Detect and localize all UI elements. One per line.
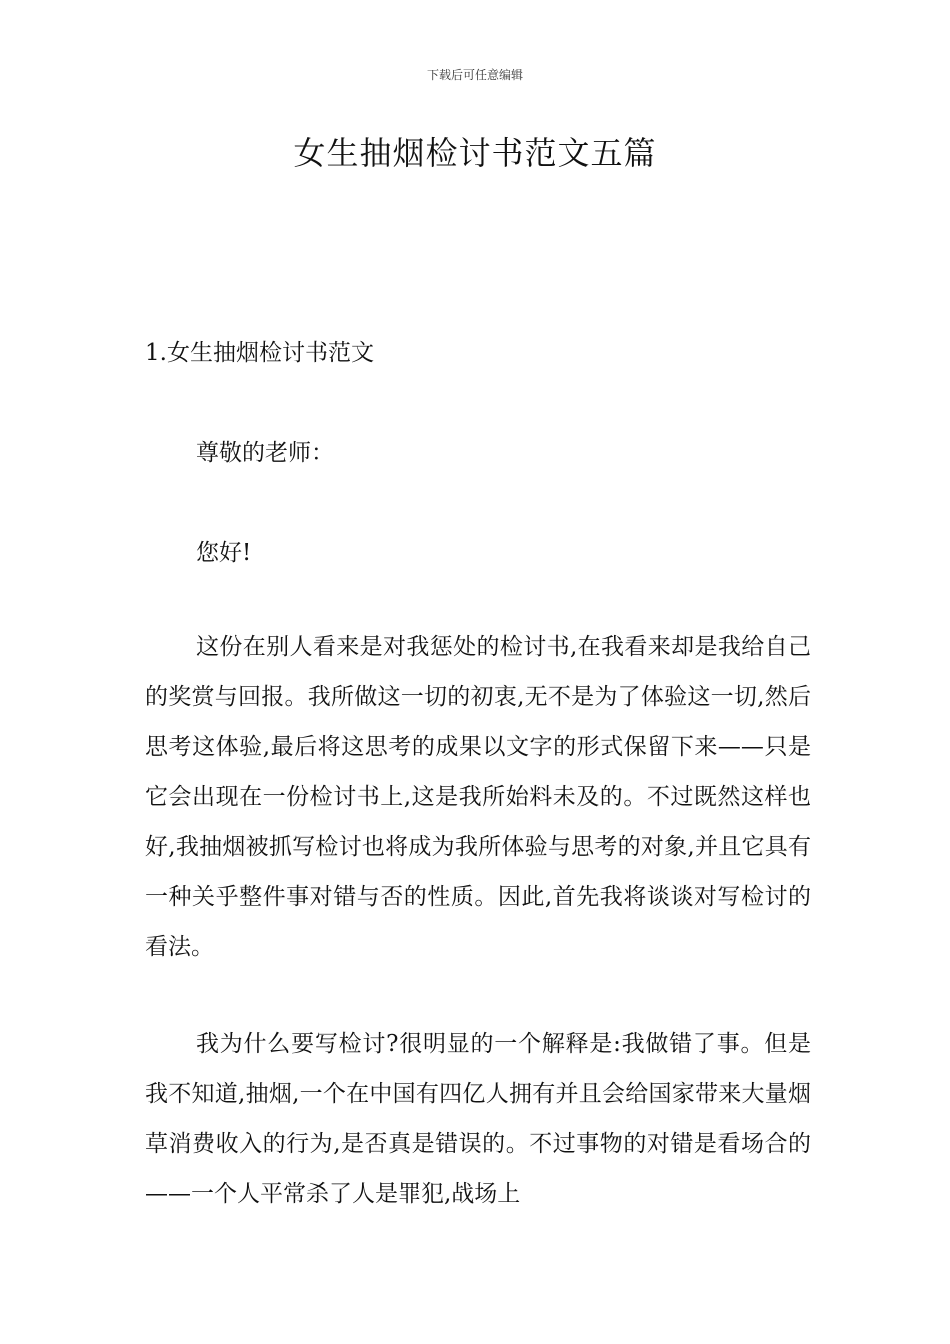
section-heading: 1.女生抽烟检讨书范文 <box>145 340 374 366</box>
salutation: 尊敬的老师： <box>196 440 334 466</box>
greeting: 您好! <box>196 540 252 566</box>
body-paragraph-2: 我为什么要写检讨?很明显的一个解释是:我做错了事。但是我不知道,抽烟,一个在中国有四亿人拥有并且会给国家带来大量烟草消费收入的行为,是否真是错误的。不过事物的对错是看场合的——一个人平常杀了人是罪犯,战场上 <box>145 1031 811 1207</box>
document-title: 女生抽烟检讨书范文五篇 <box>293 134 657 172</box>
header-note: 下载后可任意编辑 <box>426 68 523 82</box>
body-paragraph-1: 这份在别人看来是对我惩处的检讨书,在我看来却是我给自己的奖赏与回报。我所做这一切的初衷,无不是为了体验这一切,然后思考这体验,最后将这思考的成果以文字的形式保留下来——只是它会出现在一份检讨书上,这是我所始料未及的。不过既然这样也好,我抽烟被抓写检讨也将成为我所体验与思考的对象,并且它具有一种关乎整件事对错与否的性质。因此,首先我将谈谈对写检讨的看法。 <box>145 634 811 960</box>
